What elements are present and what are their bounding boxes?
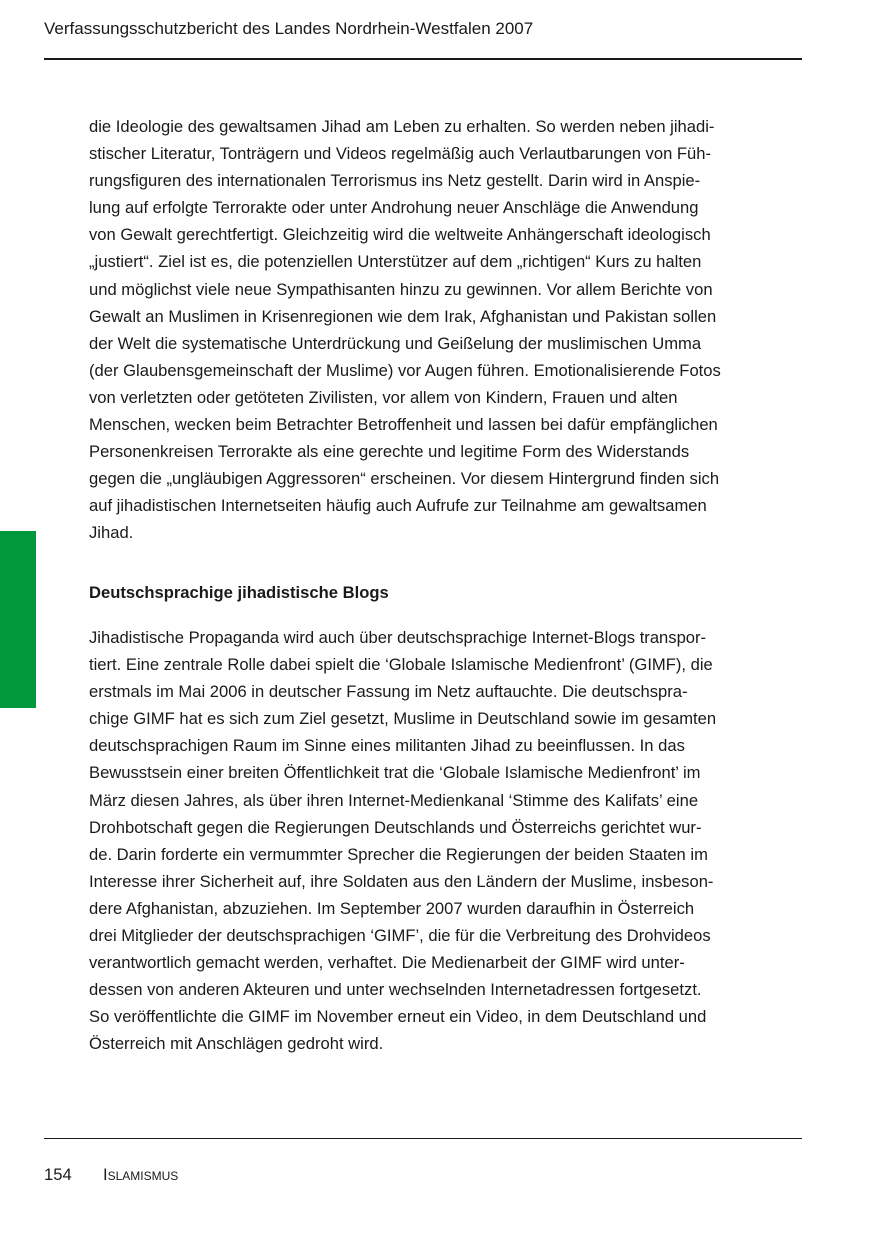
text-line: Gewalt an Muslimen in Krisenregionen wie dem Irak, Afghanistan und Pakistan sollen [89,306,717,326]
chapter-name: Islamismus [103,1165,179,1184]
text-line: erstmals im Mai 2006 in deutscher Fassung im Netz auftauchte. Die deutschspra- [89,682,688,702]
chapter-color-tab [0,531,36,708]
text-line: von verletzten oder getöteten Zivilisten, vor allem von Kindern, Frauen und alten [89,387,678,407]
text-line: chige GIMF hat es sich zum Ziel gesetzt, Muslime in Deutschland sowie im gesamten [89,709,717,729]
text-line: Drohbotschaft gegen die Regierungen Deutschlands und Österreichs gerichtet wur- [89,817,702,837]
text-line: de. Darin forderte ein vermummter Sprecher die Regierungen der beiden Staaten im [89,844,708,864]
text-line: März diesen Jahres, als über ihren Internet-Medienkanal ‘Stimme des Kalifats’ eine [89,790,699,810]
text-line: von Gewalt gerechtfertigt. Gleichzeitig wird die weltweite Anhängerschaft ideologisch [89,225,711,245]
text-line: dere Afghanistan, abzuziehen. Im September 2007 wurden daraufhin in Österreich [89,898,695,918]
text-line: deutschsprachigen Raum im Sinne eines militanten Jihad zu beeinflussen. In das [89,736,685,756]
header-divider [44,58,802,60]
running-header: Verfassungsschutzbericht des Landes Nordrhein-Westfalen 2007 [44,19,534,38]
text-line: „justiert“. Ziel ist es, die potenziellen Unterstützer auf dem „richtigen“ Kurs zu halten [89,252,702,272]
text-line: der Welt die systematische Unterdrückung und Geißelung der muslimischen Umma [89,333,702,353]
text-line: Personenkreisen Terrorakte als eine gerechte und legitime Form des Widerstands [89,442,690,462]
text-line: Österreich mit Anschlägen gedroht wird. [89,1034,384,1054]
body-paragraph-2 [89,624,803,1058]
footer-divider [44,1138,802,1139]
text-line: Menschen, wecken beim Betrachter Betroffenheit und lassen bei dafür empfänglichen [89,415,718,435]
text-line: dessen von anderen Akteuren und unter wechselnden Internetadressen fortgesetzt. [89,980,702,1000]
text-line: Bewusstsein einer breiten Öffentlichkeit trat die ‘Globale Islamische Medienfront’ im [89,763,701,783]
text-line: rungsfiguren des internationalen Terrorismus ins Netz gestellt. Darin wird in Anspie- [89,171,701,191]
text-line: drei Mitglieder der deutschsprachigen ‘GIMF’, die für die Verbreitung des Drohvideos [89,926,711,946]
text-line: Interesse ihrer Sicherheit auf, ihre Soldaten aus den Ländern der Muslime, insbeson- [89,871,714,891]
text-line: verantwortlich gemacht werden, verhaftet. Die Medienarbeit der GIMF wird unter- [89,953,685,973]
text-line: So veröffentlichte die GIMF im November erneut ein Video, in dem Deutschland und [89,1007,707,1027]
text-line: auf jihadistischen Internetseiten häufig auch Aufrufe zur Teilnahme am gewaltsamen [89,496,707,516]
text-line: gegen die „ungläubigen Aggressoren“ erscheinen. Vor diesem Hintergrund finden sich [89,469,720,489]
section-heading: Deutschsprachige jihadistische Blogs [89,583,389,602]
text-line: stischer Literatur, Tonträgern und Videos regelmäßig auch Verlautbarungen von Füh- [89,144,712,164]
text-line: Jihadistische Propaganda wird auch über deutschsprachige Internet-Blogs transpor- [89,628,707,647]
page-number: 154 [44,1165,72,1184]
text-line: und möglichst viele neue Sympathisanten hinzu zu gewinnen. Vor allem Berichte von [89,279,713,299]
body-paragraph-1 [89,113,803,547]
text-line: lung auf erfolgte Terrorakte oder unter Androhung neuer Anschläge die Anwendung [89,198,699,218]
text-line: tiert. Eine zentrale Rolle dabei spielt die ‘Globale Islamische Medienfront’ (GIMF), die [89,655,713,675]
text-line: die Ideologie des gewaltsamen Jihad am Leben zu erhalten. So werden neben jihadi- [89,117,715,136]
text-line: Jihad. [89,523,134,543]
text-line: (der Glaubensgemeinschaft der Muslime) vor Augen führen. Emotionalisierende Fotos [89,360,721,380]
